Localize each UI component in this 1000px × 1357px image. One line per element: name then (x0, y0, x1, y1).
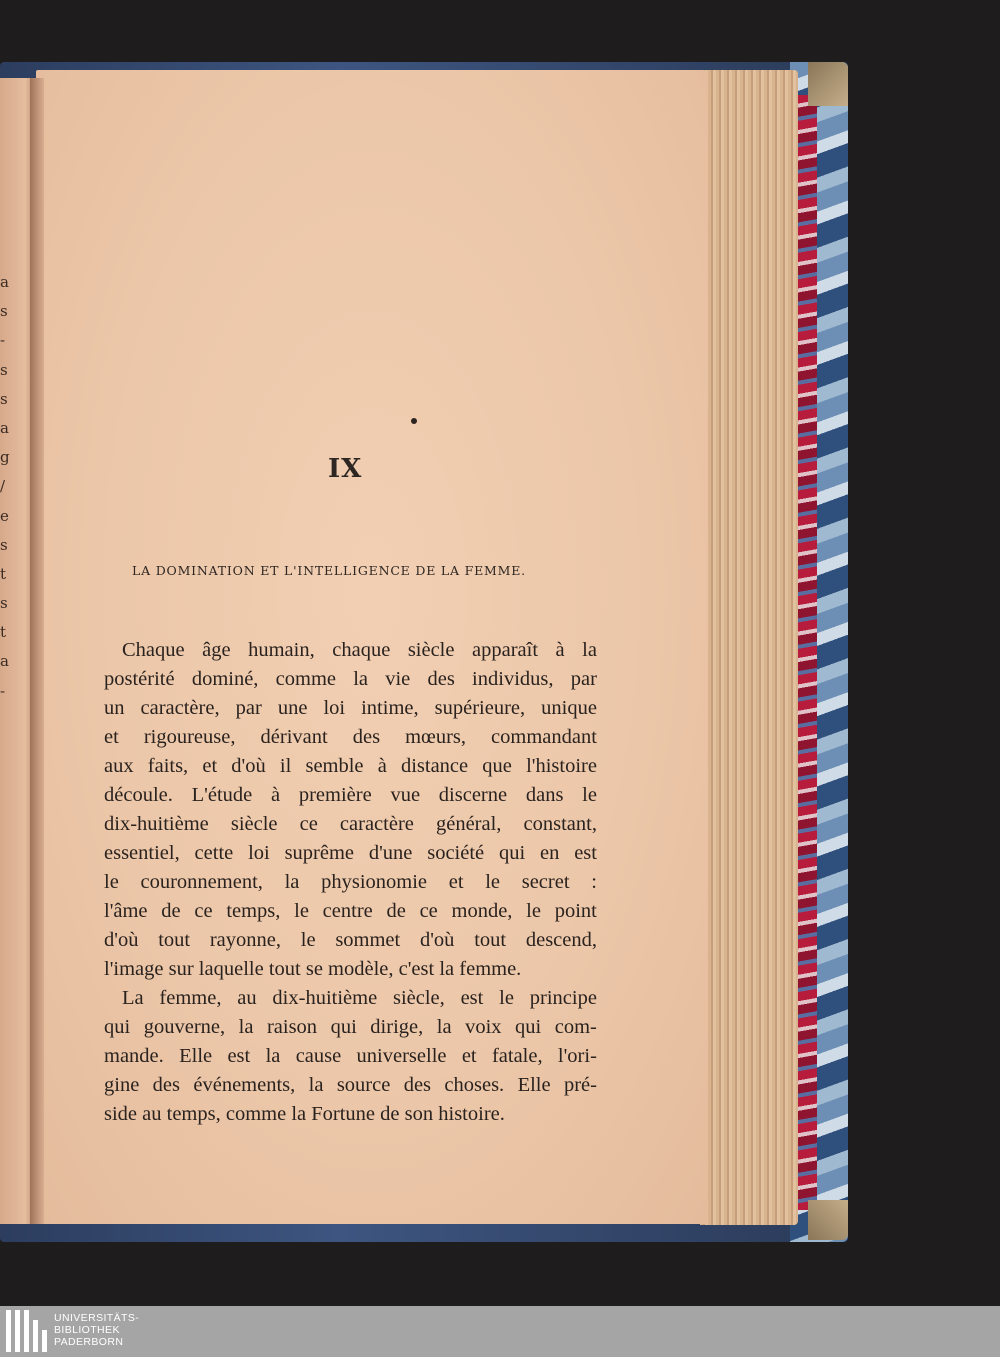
left-page-fragment: / (0, 477, 6, 496)
left-page-fragment: a (0, 273, 9, 291)
library-logo-icon (6, 1310, 48, 1352)
text-line: un caractère, par une loi intime, supérieure, unique (104, 697, 597, 719)
cover-corner-top (808, 62, 848, 106)
text-line: mande. Elle est la cause universelle et fatale, l'ori- (104, 1045, 597, 1067)
left-page-fragment: - (0, 331, 6, 350)
text-line: gine des événements, la source des choses. Elle pré- (104, 1074, 597, 1096)
left-page-text-fragments (0, 268, 14, 706)
text-line: et rigoureuse, dérivant des mœurs, commandant (104, 726, 597, 748)
book-page (36, 70, 708, 1224)
text-line: essentiel, cette loi suprême d'une société qui en est (104, 842, 597, 864)
left-page-fragment: s (0, 535, 8, 554)
left-page-fragment: s (0, 389, 8, 408)
logo-line: UNIVERSITÄTS- (54, 1312, 140, 1324)
left-page-fragment: s (0, 302, 8, 321)
left-page-fragment: e (0, 506, 9, 525)
chapter-number: IX (328, 454, 363, 484)
marbled-page-edge (795, 95, 817, 1210)
book-gutter (30, 78, 44, 1224)
print-mark-dot (411, 418, 417, 424)
left-page-fragment: a (0, 652, 9, 671)
left-page-fragment: a (0, 418, 9, 437)
text-line: postérité dominé, comme la vie des individus, par (104, 668, 597, 690)
text-line: découle. L'étude à première vue discerne dans le (104, 784, 597, 806)
left-page-fragment: - (0, 681, 6, 700)
text-line: le couronnement, la physionomie et le secret : (104, 871, 597, 893)
left-page-fragment: t (0, 564, 7, 583)
library-logo-text (54, 1312, 139, 1348)
library-footer (0, 1306, 1000, 1357)
text-line: dix-huitième siècle ce caractère général, constant, (104, 813, 597, 835)
text-line: side au temps, comme la Fortune de son histoire. (104, 1103, 505, 1125)
text-line: La femme, au dix-huitième siècle, est le principe (122, 987, 597, 1009)
logo-line: BIBLIOTHEK (54, 1324, 120, 1336)
left-page-fragment: s (0, 594, 8, 613)
logo-line: PADERBORN (54, 1336, 124, 1348)
text-line: aux faits, et d'où il semble à distance que l'histoire (104, 755, 597, 777)
left-page-fragment: s (0, 360, 8, 379)
chapter-title: LA DOMINATION ET L'INTELLIGENCE DE LA FEMME. (132, 563, 526, 578)
left-page-fragment: g (0, 448, 10, 467)
text-line: Chaque âge humain, chaque siècle apparaît à la (122, 639, 597, 661)
page-block-edge (700, 70, 798, 1225)
body-text (104, 636, 597, 1129)
text-line: l'âme de ce temps, le centre de ce monde, le point (104, 900, 597, 922)
cover-corner-bottom (808, 1200, 848, 1240)
text-line: d'où tout rayonne, le sommet d'où tout descend, (104, 929, 597, 951)
text-line: l'image sur laquelle tout se modèle, c'est la femme. (104, 958, 522, 980)
left-page-fragment: t (0, 623, 7, 642)
text-line: qui gouverne, la raison qui dirige, la voix qui com- (104, 1016, 597, 1038)
